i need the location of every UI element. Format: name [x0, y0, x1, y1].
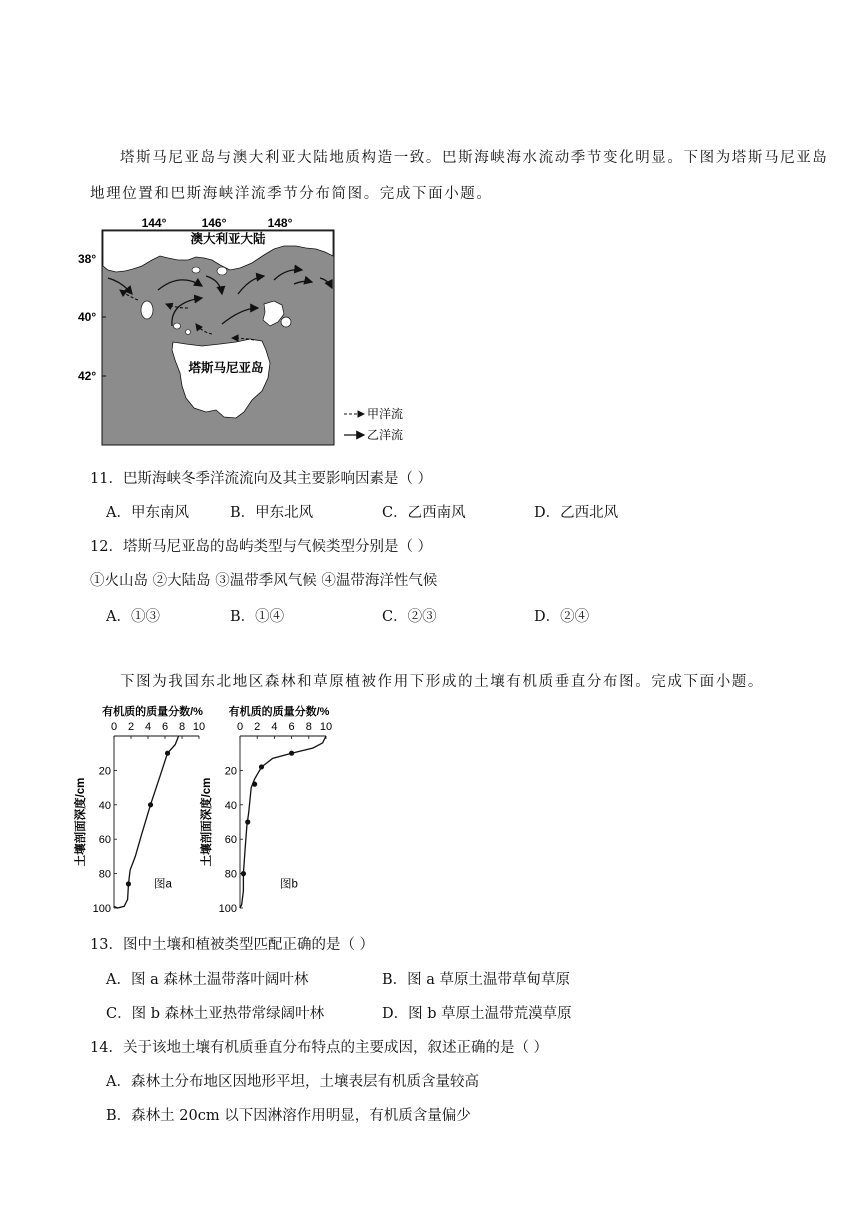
lon-label: 144°: [141, 216, 167, 230]
x-tick-label: 2: [254, 721, 261, 733]
y-tick-label: 40: [224, 799, 237, 812]
lon-label: 148°: [267, 216, 293, 230]
y-tick-label: 80: [98, 868, 111, 881]
legend-b-label: 乙洋流: [367, 428, 404, 442]
chart-title: 有机质的质量分数/%: [102, 706, 203, 718]
islet-icon: [192, 267, 200, 273]
chart-a: [70, 700, 206, 916]
data-point: [241, 871, 246, 876]
x-tick-label: 8: [178, 721, 186, 733]
q11-option-c[interactable]: C．乙西南风: [382, 505, 466, 521]
legend-a-label: 甲洋流: [367, 407, 404, 421]
x-tick-label: 10: [319, 721, 333, 733]
panel-label: 图b: [280, 878, 298, 891]
q13-option-d[interactable]: D．图 b 草原土温带荒漠草原: [382, 1006, 572, 1022]
islet-icon: [174, 323, 181, 329]
y-tick-label: 100: [218, 903, 237, 915]
q14-option-a[interactable]: A．森林土分布地区因地形平坦，土壤表层有机质含量较高: [106, 1074, 479, 1090]
islet-icon: [281, 317, 291, 327]
q11-option-a[interactable]: A．甲东南风: [106, 505, 189, 521]
x-tick-label: 8: [305, 721, 312, 733]
y-tick-label: 60: [98, 834, 111, 847]
king-island: [141, 301, 153, 319]
q13-option-c[interactable]: C．图 b 森林土亚热带常绿阔叶林: [106, 1006, 325, 1022]
y-tick-label: 60: [224, 834, 237, 847]
y-tick-label: 20: [224, 765, 237, 778]
q12-option-b[interactable]: B．①④: [230, 609, 285, 625]
x-tick-label: 4: [144, 721, 152, 733]
x-tick-label: 6: [288, 721, 295, 733]
x-tick-label: 2: [127, 721, 135, 733]
data-point: [126, 881, 131, 886]
data-point: [245, 819, 250, 824]
panel-label: 图a: [154, 878, 172, 891]
data-point: [259, 764, 264, 769]
q12-option-a[interactable]: A．①③: [106, 609, 160, 625]
q13-option-a[interactable]: A．图 a 森林土温带落叶阔叶林: [106, 972, 309, 988]
y-axis-label: 土壤剖面深度/cm: [201, 777, 213, 867]
y-tick-label: 100: [92, 903, 111, 915]
q11-option-b[interactable]: B．甲东北风: [230, 505, 314, 521]
mainland-label: 澳大利亚大陆: [190, 232, 266, 246]
chart-b: [198, 700, 338, 916]
intro-line-1: 塔斯马尼亚岛与澳大利亚大陆地质构造一致。巴斯海峡海水流动季节变化明显。下图为塔斯马尼亚岛: [120, 150, 829, 166]
intro-section-2: 下图为我国东北地区森林和草原植被作用下形成的土壤有机质垂直分布图。完成下面小题。: [120, 674, 764, 690]
q12-stem: 12．塔斯马尼亚岛的岛屿类型与气候类型分别是（ ）: [90, 539, 433, 555]
y-tick-label: 80: [224, 868, 237, 881]
q13-stem: 13．图中土壤和植被类型匹配正确的是（ ）: [90, 937, 375, 953]
y-tick-label: 40: [98, 799, 111, 812]
lon-label: 146°: [201, 216, 227, 230]
data-point: [148, 802, 153, 807]
q11-option-d[interactable]: D．乙西北风: [534, 505, 619, 521]
q12-option-d[interactable]: D．②④: [534, 609, 590, 625]
data-point: [252, 782, 257, 787]
islet-icon: [217, 267, 227, 275]
lat-label: 42°: [78, 369, 97, 383]
y-tick-label: 20: [98, 765, 111, 778]
y-axis-label: 土壤剖面深度/cm: [75, 777, 87, 867]
x-tick-label: 4: [271, 721, 278, 733]
chart-title: 有机质的质量分数/%: [228, 706, 330, 718]
islet-icon: [186, 330, 191, 335]
q14-option-b[interactable]: B．森林土 20cm 以下因淋溶作用明显，有机质含量偏少: [106, 1108, 471, 1124]
q12-option-c[interactable]: C．②③: [382, 609, 437, 625]
q11-stem: 11．巴斯海峡冬季洋流流向及其主要影响因素是（ ）: [90, 471, 433, 487]
q13-option-b[interactable]: B．图 a 草原土温带草甸草原: [382, 972, 571, 988]
tasmania-map: [70, 208, 420, 448]
x-tick-label: 10: [192, 721, 206, 733]
x-tick-label: 0: [236, 721, 244, 733]
q12-choices: ①火山岛 ②大陆岛 ③温带季风气候 ④温带海洋性气候: [90, 573, 438, 589]
island-label: 塔斯马尼亚岛: [188, 361, 264, 375]
x-tick-label: 0: [110, 721, 118, 733]
data-point: [289, 751, 294, 756]
x-tick-label: 6: [161, 721, 169, 733]
lat-label: 38°: [78, 252, 97, 266]
lat-label: 40°: [78, 310, 97, 324]
intro-line-2: 地理位置和巴斯海峡洋流季节分布简图。完成下面小题。: [90, 186, 493, 202]
q14-stem: 14．关于该地土壤有机质垂直分布特点的主要成因，叙述正确的是（ ）: [90, 1040, 549, 1056]
data-point: [165, 751, 170, 756]
